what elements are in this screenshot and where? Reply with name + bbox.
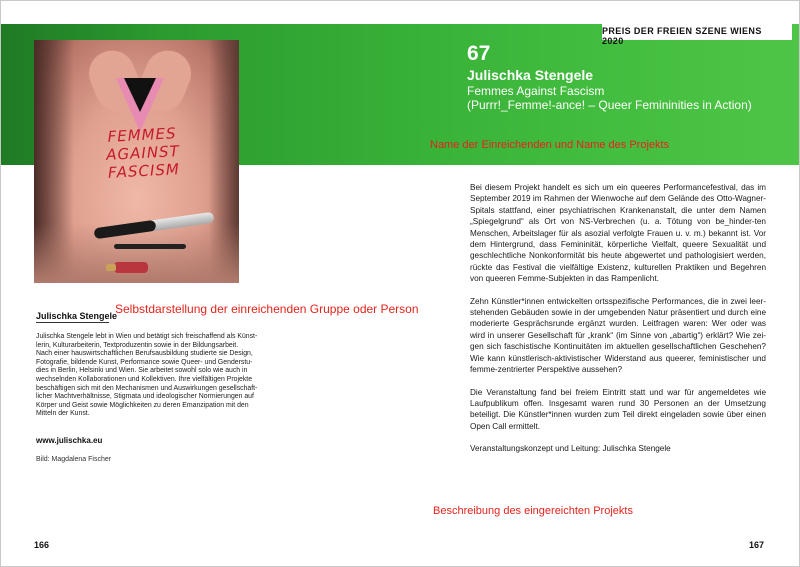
description-paragraph: Die Veranstaltung fand bei freiem Eintritt statt und war für angemeldetes wie Laufpublikum offen. Insgesamt waren rund 30 Personen an der Umsetzung beteiligt. Die Künstler*innen wurden zum Teil direkt eingeladen sowie über einen Open Call ermittelt.: [470, 387, 766, 431]
website-link[interactable]: www.julischka.eu: [36, 436, 103, 445]
project-number: 67: [467, 42, 491, 65]
lipstick: [114, 262, 148, 273]
project-author: Julischka Stengele: [467, 67, 594, 83]
bio-heading: Julischka Stengele: [36, 311, 118, 321]
annotation-header: Name der Einreichenden und Name des Projekts: [430, 139, 670, 151]
annotation-project-description: Beschreibung des eingereichten Projekts: [433, 505, 633, 517]
concept-credit: Veranstaltungskonzept und Leitung: Julischka Stengele: [470, 444, 671, 454]
project-photo: [34, 40, 239, 283]
description-paragraph: Bei diesem Projekt handelt es sich um ein queeres Performancefestival, das im September 2019 im Rahmen der Wienwoche auf dem Gelände des Otto-Wagner-Spitals stattfand, einer psychiatrischen Krankenanstalt, die unter dem Namen „Spiegelgrund“ als Ort von NS-Verbrechen (u. a. Tötung von be_hinder-ten Menschen, Arbeitslager für als asozial verfolgte Frauen u. v. m.) bekannt ist. Vor dem Hintergrund, dass Femininität, körperliche Vielfalt, queere Sexualität und geschlechtliche Nonkonformität bis heute abgewertet und pathologisiert werden, rückte das Festival die vielfältige Existenz, kulturellen Praktiken und Begehren von queeren Femme-Subjekten in das Rampenlicht.: [470, 183, 766, 284]
page-number-right: 167: [749, 540, 765, 550]
project-title-main: Femmes Against Fascism: [467, 84, 605, 98]
series-badge-text: PREIS DER FREIEN SZENE WIENS 2020: [602, 26, 762, 46]
project-subtitle: (Purrr!_Femme!-ance! – Queer Femininities in Action): [467, 98, 752, 112]
body-writing: FEMMES AGAINST FASCISM: [105, 124, 181, 182]
page-number-left: 166: [34, 540, 50, 550]
description-paragraph: Zehn Künstler*innen entwickelten ortsspezifische Performances, die in zwei leer-stehenden Gebäuden sowie in der umgebenden Natur präsentiert und durch eine moderierte Gesprächsrunde ergänzt wurden. Leitfragen waren: Wer oder was wird in unserer Gesellschaft für „krank“ (im Sinne von „abartig“) erklärt? Wie zei-gen sich faschistische Kontinuitäten im aktuellen gesellschaftlichen Geschehen? Wie kann künstlerisch-aktivistischer Widerstand aus queerer, feministischer und femme-zentrierter Perspektive aussehen?: [470, 296, 766, 375]
series-badge: [602, 24, 792, 46]
project-title: [467, 84, 767, 112]
project-description: [470, 182, 766, 466]
photo-credit: Bild: Magdalena Fischer: [36, 456, 112, 463]
annotation-self-description: Selbstdarstellung der einreichenden Gruppe oder Person: [115, 302, 419, 316]
pen: [114, 244, 186, 249]
bio-text: Julischka Stengele lebt in Wien und betätigt sich freischaffend als Künst- lerin, Kulturarbeiterin, Textproduzentin sowie in der Bildungsarbeit. Nach einer hauswirtschaftlichen Berufsausbildung studierte sie Design, Fotografie, bildende Kunst, Performance sowie Queer- und Genderstu- dies in Berlin, Helsinki und Wien. Sie arbeitet sowohl solo wie auch in wechselnden Kollaborationen und Kollektiven. Ihre vielfältigen Projekte beschäftigen sich mit den Mechanismen und Auswirkungen gesellschaft- licher Machtverhältnisse, Stigmata und ideologischer Normierungen auf Körper und Geist sowie Möglichkeiten zu deren Emanzipation mit den Mitteln der Kunst.: [36, 333, 258, 418]
black-triangle: [124, 78, 156, 112]
bio-heading-rule: [36, 322, 109, 323]
